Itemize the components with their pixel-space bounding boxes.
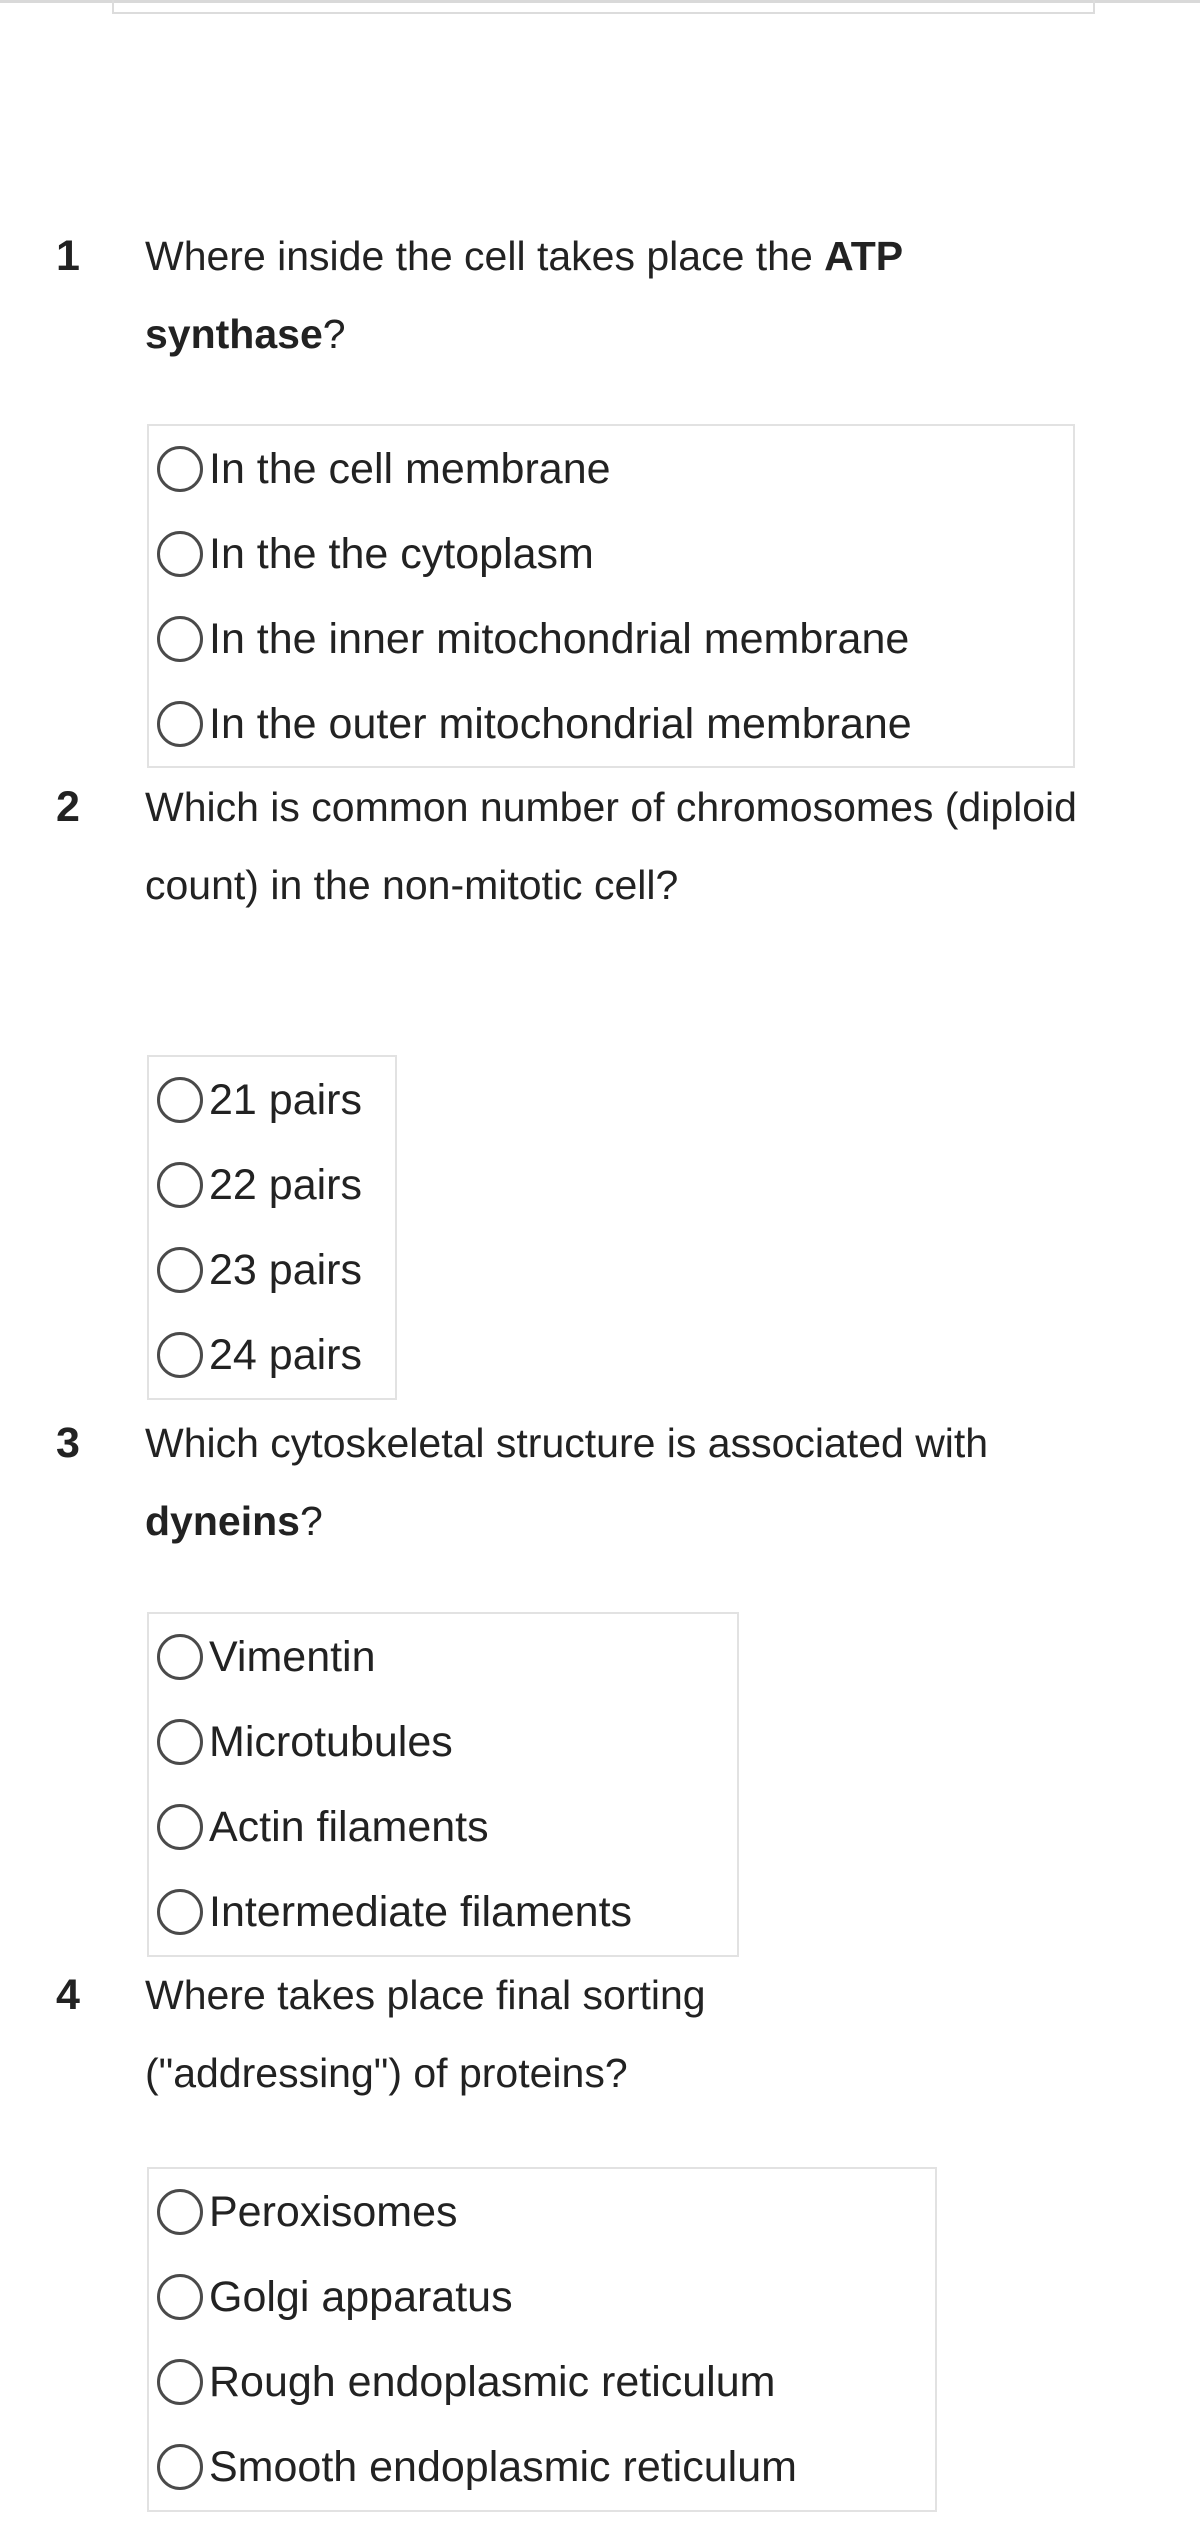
answer-option[interactable]: [149, 1869, 632, 1955]
answer-options: [147, 1612, 739, 1957]
answer-label: Smooth endoplasmic reticulum: [209, 2443, 797, 2491]
answer-label: Vimentin: [209, 1633, 376, 1681]
answer-option[interactable]: [149, 2424, 797, 2510]
question-number: 1: [56, 232, 80, 280]
question-text: Which is common number of chromosomes (diploid count) in the non-mitotic cell?: [145, 784, 1077, 908]
question-2: [0, 768, 1200, 1408]
answer-option[interactable]: [149, 681, 912, 767]
radio-button-icon[interactable]: [157, 1719, 203, 1765]
question-1: [0, 217, 1200, 767]
answer-options: [147, 2167, 937, 2512]
answer-option[interactable]: [149, 1699, 453, 1785]
radio-button-icon[interactable]: [157, 1247, 203, 1293]
answer-label: In the cell membrane: [209, 445, 611, 493]
answer-label: Intermediate filaments: [209, 1888, 633, 1936]
answer-option[interactable]: [149, 1784, 489, 1870]
answer-label: In the inner mitochondrial membrane: [209, 615, 910, 663]
answer-label: Peroxisomes: [209, 2188, 458, 2236]
answer-option[interactable]: [149, 2254, 513, 2340]
question-text: Where takes place final sorting ("addressing") of proteins?: [145, 1972, 706, 2096]
question-4: [0, 1956, 1200, 2526]
question-number: 2: [56, 783, 80, 831]
radio-button-icon[interactable]: [157, 1889, 203, 1935]
answer-option[interactable]: [149, 2339, 775, 2425]
answer-option[interactable]: [149, 596, 909, 682]
radio-button-icon[interactable]: [157, 701, 203, 747]
question-number: 3: [56, 1419, 80, 1467]
previous-section-box: [112, 0, 1095, 14]
radio-button-icon[interactable]: [157, 616, 203, 662]
answer-option[interactable]: [149, 1142, 362, 1228]
radio-button-icon[interactable]: [157, 1162, 203, 1208]
answer-label: Golgi apparatus: [209, 2273, 513, 2321]
radio-button-icon[interactable]: [157, 531, 203, 577]
answer-option[interactable]: [149, 1227, 362, 1313]
question-3: [0, 1404, 1200, 1964]
answer-options: [147, 424, 1075, 768]
answer-option[interactable]: [149, 1614, 376, 1700]
radio-button-icon[interactable]: [157, 2359, 203, 2405]
answer-label: 23 pairs: [209, 1246, 362, 1294]
answer-label: 22 pairs: [209, 1161, 362, 1209]
answer-label: 21 pairs: [209, 1076, 362, 1124]
answer-options: [147, 1055, 397, 1400]
radio-button-icon[interactable]: [157, 2274, 203, 2320]
answer-option[interactable]: [149, 511, 594, 597]
radio-button-icon[interactable]: [157, 1332, 203, 1378]
radio-button-icon[interactable]: [157, 446, 203, 492]
question-text: Where inside the cell takes place the ATP synthase?: [145, 233, 903, 357]
answer-option[interactable]: [149, 1312, 362, 1398]
radio-button-icon[interactable]: [157, 2189, 203, 2235]
radio-button-icon[interactable]: [157, 1077, 203, 1123]
radio-button-icon[interactable]: [157, 1634, 203, 1680]
answer-label: Microtubules: [209, 1718, 453, 1766]
answer-label: Actin filaments: [209, 1803, 489, 1851]
answer-label: Rough endoplasmic reticulum: [209, 2358, 776, 2406]
radio-button-icon[interactable]: [157, 2444, 203, 2490]
answer-option[interactable]: [149, 426, 611, 512]
radio-button-icon[interactable]: [157, 1804, 203, 1850]
question-text: Which cytoskeletal structure is associated with dyneins?: [145, 1420, 989, 1544]
answer-option[interactable]: [149, 1057, 362, 1143]
answer-option[interactable]: [149, 2169, 458, 2255]
answer-label: 24 pairs: [209, 1331, 362, 1379]
question-number: 4: [56, 1971, 80, 2019]
answer-label: In the the cytoplasm: [209, 530, 594, 578]
answer-label: In the outer mitochondrial membrane: [209, 700, 912, 748]
